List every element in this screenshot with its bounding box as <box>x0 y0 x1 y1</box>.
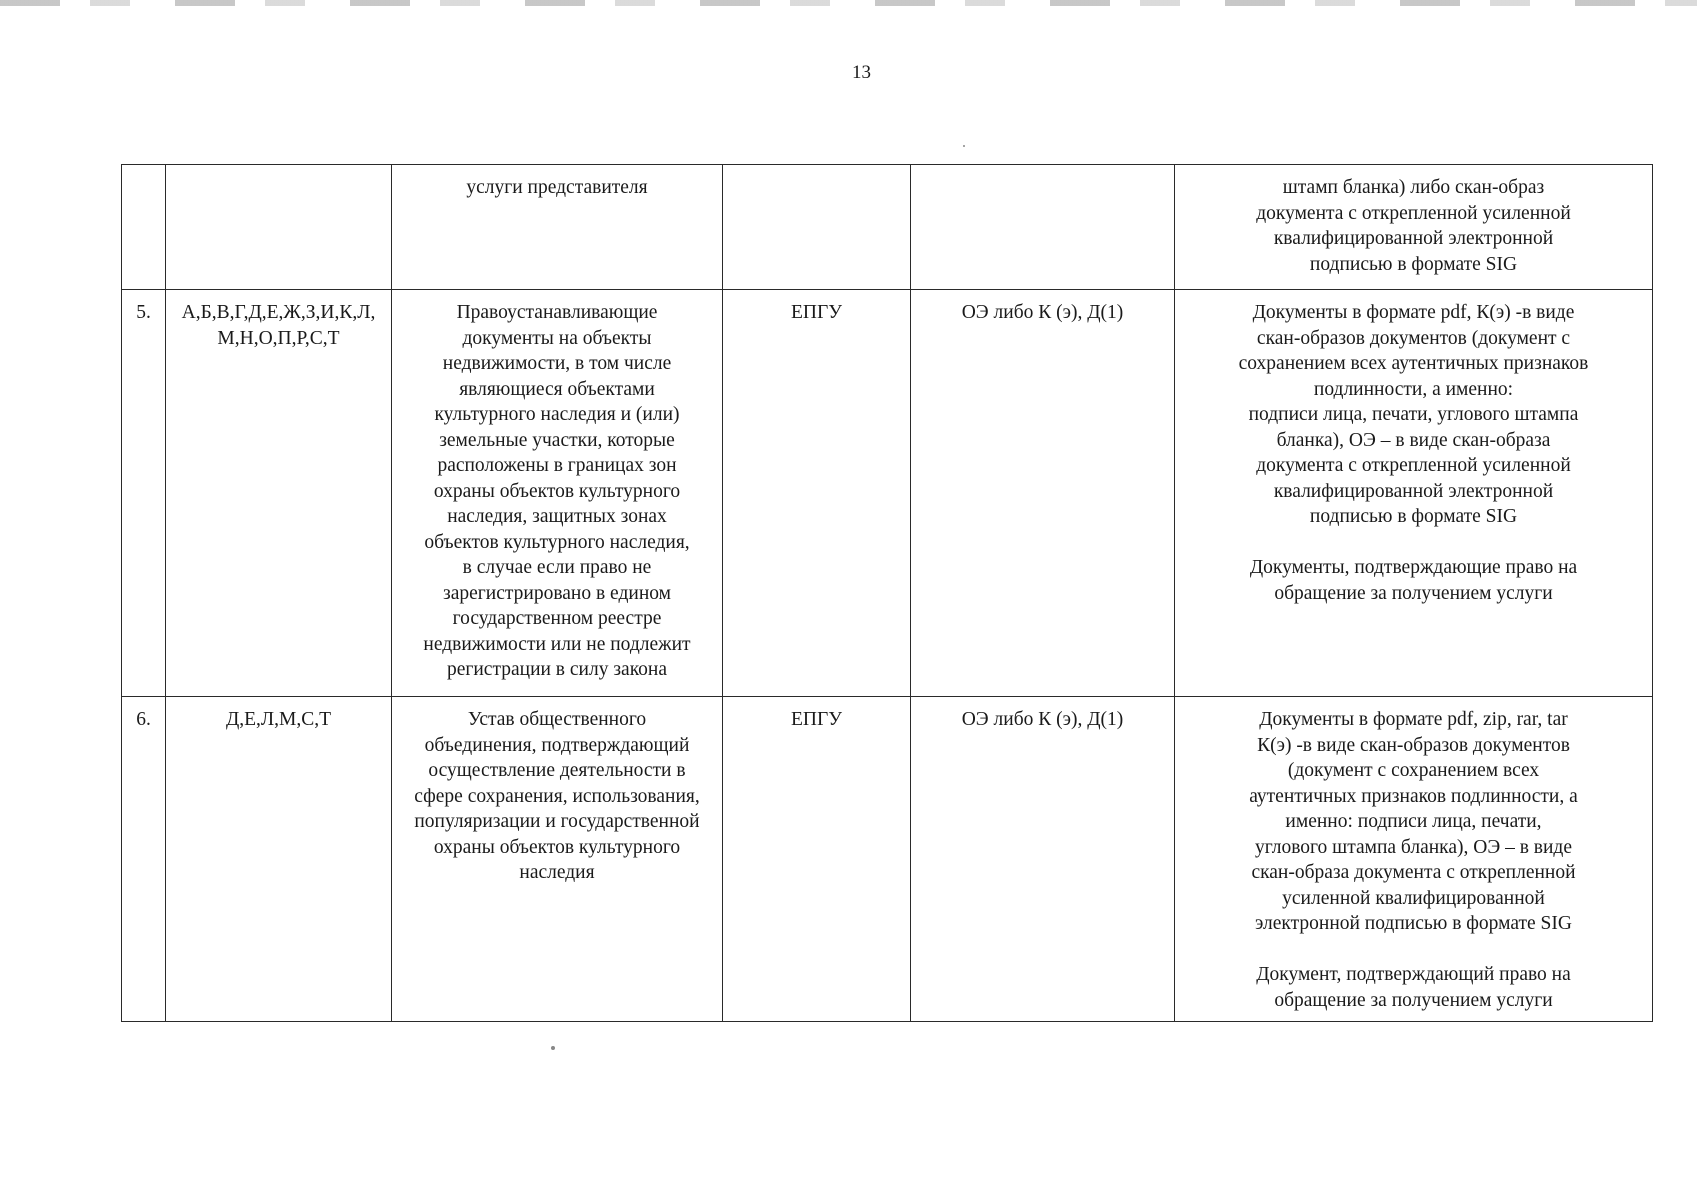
table-row <box>122 290 1653 697</box>
categories-cell <box>166 165 392 290</box>
row-number-cell <box>122 165 166 290</box>
requirements-cell: Документы в формате pdf, zip, rar, tar К(э) -в виде скан-образов документов (документ с сохранением всех аутентичных признаков подлинности, а именно: подписи лица, печати, углового штампа бланка), ОЭ – в виде скан-образа документа с открепленной усиленной квалифицированной электронной подписью в формате SIG Документ, подтверждающий право на обращение за получением услуги <box>1175 697 1653 1022</box>
submission-channel-cell: ЕПГУ <box>723 290 911 697</box>
table-row <box>122 165 1653 290</box>
document-form-cell: ОЭ либо К (э), Д(1) <box>911 697 1175 1022</box>
categories-cell: Д,Е,Л,М,С,Т <box>166 697 392 1022</box>
page-number: 13 <box>852 62 871 83</box>
document-name-cell: услуги представителя <box>392 165 723 290</box>
row-number-cell: 5. <box>122 290 166 697</box>
document-name-cell: Правоустанавливающие документы на объекты недвижимости, в том числе являющиеся объектами культурного наследия и (или) земельные участки, которые расположены в границах зон охраны объектов культурного наследия, защитных зонах объектов культурного наследия, в случае если право не зарегистрировано в едином государственном реестре недвижимости или не подлежит регистрации в силу закона <box>392 290 723 697</box>
submission-channel-cell: ЕПГУ <box>723 697 911 1022</box>
scan-edge-artifact <box>0 0 1697 6</box>
document-name-cell: Устав общественного объединения, подтверждающий осуществление деятельности в сфере сохранения, использования, популяризации и государственной охраны объектов культурного наследия <box>392 697 723 1022</box>
documents-table <box>121 164 1653 1022</box>
categories-cell: А,Б,В,Г,Д,Е,Ж,З,И,К,Л, М,Н,О,П,Р,С,Т <box>166 290 392 697</box>
requirements-cell: Документы в формате pdf, К(э) -в виде скан-образов документов (документ с сохранением всех аутентичных признаков подлинности, а именно: подписи лица, печати, углового штампа бланка), ОЭ – в виде скан-образа документа с открепленной усиленной квалифицированной электронной подписью в формате SIG Документы, подтверждающие право на обращение за получением услуги <box>1175 290 1653 697</box>
row-number-cell: 6. <box>122 697 166 1022</box>
submission-channel-cell <box>723 165 911 290</box>
requirements-cell: штамп бланка) либо скан-образ документа с открепленной усиленной квалифицированной электронной подписью в формате SIG <box>1175 165 1653 290</box>
scan-speck <box>963 145 965 147</box>
table-row <box>122 697 1653 1022</box>
scan-speck <box>551 1046 555 1050</box>
document-form-cell: ОЭ либо К (э), Д(1) <box>911 290 1175 697</box>
document-form-cell <box>911 165 1175 290</box>
